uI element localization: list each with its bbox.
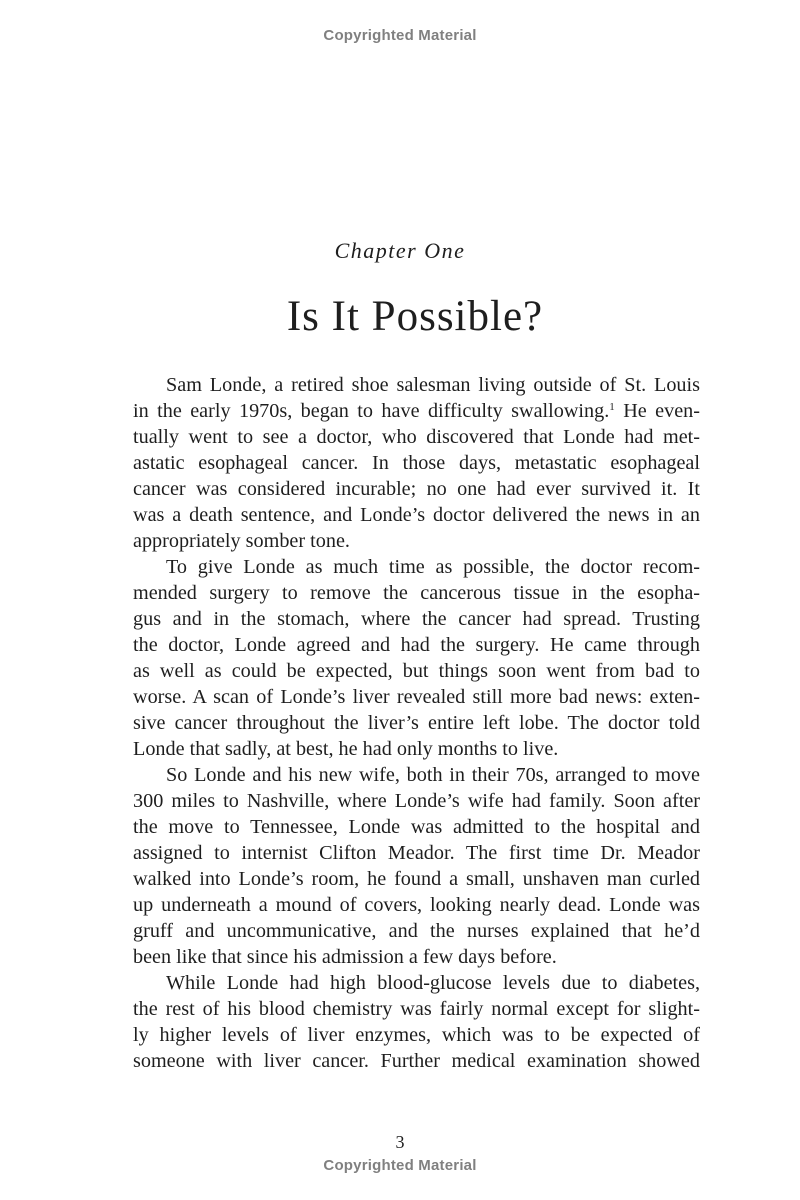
body-text	[133, 372, 700, 1074]
text-line: astatic esophageal cancer. In those days, metastatic esophageal	[133, 452, 700, 474]
text-line: worse. A scan of Londe’s liver revealed still more bad news: exten-	[133, 686, 700, 708]
text-line: was a death sentence, and Londe’s doctor delivered the news in an	[133, 504, 700, 526]
text-line: mended surgery to remove the cancerous tissue in the esopha-	[133, 582, 700, 604]
text-line: cancer was considered incurable; no one had ever survived it. It	[133, 478, 700, 500]
chapter-title: Is It Possible?	[286, 293, 544, 340]
text-line: ly higher levels of liver enzymes, which was to be expected of	[133, 1024, 700, 1046]
text-line	[133, 398, 700, 424]
text-line: assigned to internist Clifton Meador. The first time Dr. Meador	[133, 842, 700, 864]
text-line: someone with liver cancer. Further medical examination showed	[133, 1050, 700, 1072]
text-line: To give Londe as much time as possible, the doctor recom-	[166, 556, 700, 578]
paragraph	[133, 554, 700, 762]
copyright-watermark-bottom: Copyrighted Material	[323, 1157, 477, 1174]
text-line: the move to Tennessee, Londe was admitted to the hospital and	[133, 816, 700, 838]
text-line: Londe that sadly, at best, he had only months to live.	[133, 738, 559, 760]
text-line: the rest of his blood chemistry was fairly normal except for slight-	[133, 998, 700, 1020]
paragraph	[133, 372, 700, 554]
chapter-label: Chapter One	[334, 238, 466, 263]
text-line: the doctor, Londe agreed and had the surgery. He came through	[133, 634, 700, 656]
text-line: as well as could be expected, but things soon went from bad to	[133, 660, 700, 682]
footnote-reference[interactable]: 1	[609, 401, 615, 413]
copyright-watermark-top: Copyrighted Material	[323, 27, 477, 44]
text-line: sive cancer throughout the liver’s entire left lobe. The doctor told	[133, 712, 700, 734]
paragraph	[133, 970, 700, 1074]
text-line-part: He even-	[614, 400, 700, 422]
text-line: tually went to see a doctor, who discovered that Londe had met-	[133, 426, 700, 448]
text-line: been like that since his admission a few days before.	[133, 946, 557, 968]
text-line: walked into Londe’s room, he found a small, unshaven man curled	[133, 868, 700, 890]
text-line: 300 miles to Nashville, where Londe’s wife had family. Soon after	[133, 790, 700, 812]
text-line: gruff and uncommunicative, and the nurses explained that he’d	[133, 920, 700, 942]
text-line: Sam Londe, a retired shoe salesman living outside of St. Louis	[166, 374, 700, 396]
text-line: So Londe and his new wife, both in their 70s, arranged to move	[166, 764, 700, 786]
text-line: appropriately somber tone.	[133, 530, 350, 552]
text-line: gus and in the stomach, where the cancer had spread. Trusting	[133, 608, 700, 630]
page-number: 3	[395, 1132, 405, 1152]
paragraph	[133, 762, 700, 970]
text-line: While Londe had high blood-glucose levels due to diabetes,	[166, 972, 700, 994]
text-line: up underneath a mound of covers, looking nearly dead. Londe was	[133, 894, 700, 916]
text-line-part: in the early 1970s, began to have difficulty swallowing.	[133, 400, 610, 422]
